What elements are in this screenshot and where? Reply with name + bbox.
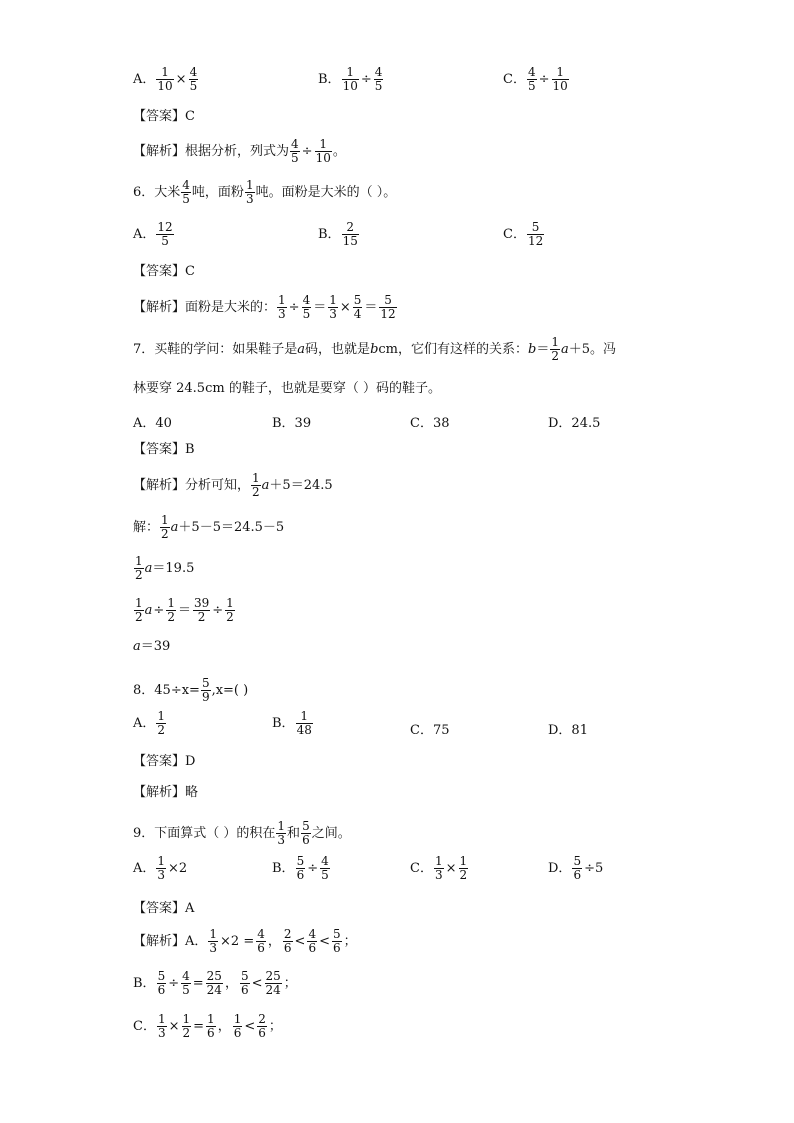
fraction [208, 928, 218, 955]
numerator: 1 [277, 819, 286, 833]
equals: ＝ [364, 299, 378, 315]
denominator: 24 [206, 983, 222, 997]
q7-stem-line-1 [133, 336, 616, 363]
fraction [166, 597, 176, 624]
option-label: A． [133, 72, 156, 87]
numerator: 1 [135, 596, 143, 610]
q9-stem [133, 820, 351, 847]
fraction [156, 710, 166, 737]
operator: ÷ [168, 975, 180, 991]
stem-text: ＋5。冯 [568, 342, 617, 357]
fraction [550, 336, 560, 363]
numerator: 5 [332, 927, 341, 941]
denominator: 5 [189, 79, 198, 93]
analysis-suffix: 。 [332, 144, 346, 159]
numerator: 1 [329, 293, 337, 307]
operator: ÷ [212, 602, 224, 618]
fraction [332, 928, 342, 955]
fraction [251, 472, 261, 499]
fraction [276, 820, 286, 847]
option-label: A． [133, 861, 156, 876]
q7-option-c: C．38 [410, 416, 450, 431]
denominator: 6 [302, 833, 310, 847]
q5-answer: 【答案】C [133, 109, 195, 124]
denominator: 48 [296, 723, 312, 737]
operator: × [175, 72, 187, 87]
option-label: B． [318, 72, 341, 87]
numerator: 5 [527, 221, 544, 235]
fraction [307, 928, 317, 955]
q9-analysis-b [133, 970, 298, 997]
stem-text: 吨。面粉是大米的（ ）。 [255, 185, 397, 200]
analysis-prefix: 【解析】根据分析，列式为 [133, 144, 290, 159]
numerator: 1 [161, 513, 169, 527]
q9-answer: 【答案】A [133, 901, 195, 916]
numerator: 2 [342, 221, 359, 235]
stem-text: 和 [287, 826, 301, 841]
stem-text: 6．大米 [133, 185, 181, 200]
denominator: 6 [296, 868, 305, 882]
option-label: B． [272, 716, 295, 731]
fraction [206, 1013, 216, 1040]
less-than: < [294, 933, 306, 949]
numerator: 1 [434, 854, 443, 868]
q8-stem [133, 677, 248, 704]
denominator: 2 [167, 610, 175, 624]
option-label: A． [133, 716, 156, 731]
stem-text: ,x=( ) [211, 683, 249, 698]
q6-answer: 【答案】C [133, 264, 195, 279]
numerator: 1 [226, 596, 234, 610]
denominator: 9 [201, 690, 210, 704]
denominator: 5 [374, 79, 383, 93]
q8-analysis: 【解析】略 [133, 785, 199, 800]
fraction [160, 514, 170, 541]
variable: a [261, 478, 270, 493]
analysis-prefix: 【解析】分析可知， [133, 478, 251, 493]
fraction [296, 855, 306, 882]
numerator: 1 [315, 138, 332, 152]
denominator: 2 [226, 610, 234, 624]
q5-option-c [503, 66, 570, 93]
numerator: 4 [257, 927, 265, 941]
fraction [233, 1013, 243, 1040]
fraction [225, 597, 235, 624]
numerator: 4 [182, 178, 190, 192]
variable: a [170, 520, 179, 535]
q9-option-b [272, 855, 331, 882]
denominator: 10 [342, 79, 358, 93]
separator: ， [217, 1018, 231, 1034]
denominator: 3 [434, 868, 443, 882]
equals: ＝ [536, 342, 550, 357]
denominator: 6 [283, 941, 292, 955]
denominator: 3 [329, 307, 337, 321]
operator: × [445, 861, 457, 876]
fraction [342, 66, 359, 93]
operator: × [339, 299, 351, 315]
fraction [256, 928, 266, 955]
numerator: 5 [240, 969, 249, 983]
denominator: 12 [380, 307, 396, 321]
analysis-prefix: B． [133, 976, 156, 991]
numerator: 25 [265, 969, 281, 983]
numerator: 5 [157, 969, 166, 983]
fraction [134, 597, 144, 624]
stem-text: 9．下面算式（ ）的积在 [133, 826, 276, 841]
numerator: 1 [157, 1012, 166, 1026]
option-label: C． [503, 72, 526, 87]
q5-option-a [133, 66, 199, 93]
denominator: 10 [552, 79, 568, 93]
q7-analysis [133, 472, 333, 499]
option-label: C． [410, 861, 433, 876]
numerator: 4 [374, 65, 383, 79]
numerator: 1 [233, 1012, 242, 1026]
variable: b [370, 342, 379, 357]
fraction [201, 677, 211, 704]
denominator: 24 [265, 983, 281, 997]
numerator: 4 [291, 137, 299, 151]
operator: ÷ [307, 861, 319, 876]
numerator: 1 [157, 854, 166, 868]
fraction [134, 555, 144, 582]
fraction [265, 970, 282, 997]
numerator: 12 [157, 220, 173, 234]
numerator: 1 [209, 927, 218, 941]
numerator: 1 [245, 178, 254, 192]
denominator: 2 [135, 568, 143, 582]
numerator: 1 [182, 1012, 191, 1026]
numerator: 1 [207, 1012, 215, 1026]
denominator: 2 [197, 610, 206, 624]
expression: ＋5－5＝24.5－5 [178, 520, 285, 535]
operator: ×2 = [220, 933, 255, 949]
fraction [315, 138, 332, 165]
operator: ÷ [538, 72, 550, 87]
variable: a [560, 342, 569, 357]
numerator: 1 [552, 66, 569, 80]
q9-option-d [548, 855, 604, 882]
fraction [181, 179, 191, 206]
numerator: 1 [135, 554, 143, 568]
numerator: 25 [206, 969, 222, 983]
separator: ； [283, 975, 297, 991]
denominator: 3 [278, 307, 286, 321]
q7-step-2 [133, 555, 194, 582]
variable: a [297, 342, 306, 357]
denominator: 3 [245, 192, 254, 206]
q8-option-a [133, 710, 167, 737]
fraction [459, 855, 469, 882]
q7-step-3 [133, 597, 236, 624]
denominator: 2 [252, 485, 260, 499]
fraction [434, 855, 444, 882]
fraction [156, 855, 166, 882]
q7-option-a: A．40 [133, 416, 172, 431]
expression: ＋5＝24.5 [269, 478, 333, 493]
separator: ， [224, 975, 238, 991]
variable: a [144, 603, 153, 618]
denominator: 5 [182, 983, 190, 997]
numerator: 2 [283, 927, 292, 941]
q7-step-1 [133, 514, 284, 541]
denominator: 12 [527, 234, 544, 248]
variable: b [528, 342, 537, 357]
less-than: < [251, 975, 263, 991]
fraction [257, 1013, 267, 1040]
analysis-prefix: 【解析】A． [133, 934, 208, 949]
numerator: 1 [342, 66, 359, 80]
operator: ÷ [153, 602, 165, 618]
numerator: 1 [459, 854, 468, 868]
denominator: 10 [157, 79, 173, 93]
equals: ＝ [177, 602, 191, 618]
q6-option-a [133, 221, 175, 248]
denominator: 5 [527, 79, 536, 93]
fraction [157, 1013, 167, 1040]
denominator: 5 [321, 868, 329, 882]
fraction [301, 820, 311, 847]
denominator: 6 [233, 1026, 242, 1040]
denominator: 3 [157, 868, 166, 882]
denominator: 6 [207, 1026, 215, 1040]
numerator: 39 [193, 596, 210, 610]
q8-option-c: C．75 [410, 723, 450, 738]
separator: ； [268, 1018, 282, 1034]
q7-option-d: D．24.5 [548, 416, 601, 431]
q7-answer: 【答案】B [133, 442, 195, 457]
equals: ＝ [313, 299, 327, 315]
denominator: 2 [551, 349, 559, 363]
fraction [206, 970, 223, 997]
denominator: 6 [157, 983, 166, 997]
q6-option-b [318, 221, 360, 248]
fraction [320, 855, 330, 882]
q5-option-b [318, 66, 384, 93]
stem-text: cm，它们有这样的关系： [378, 342, 528, 357]
operator: ÷ [288, 299, 300, 315]
q9-option-c [410, 855, 469, 882]
variable: a [144, 561, 153, 576]
operator: ÷ [301, 143, 313, 159]
numerator: 1 [551, 335, 559, 349]
fraction [156, 66, 173, 93]
fraction [374, 66, 384, 93]
q7-step-4 [133, 639, 170, 655]
step-prefix: 解： [133, 520, 160, 535]
q7-stem-line-2: 林要穿 24.5cm 的鞋子，也就是要穿（ ）码的鞋子。 [133, 381, 441, 396]
less-than: < [244, 1018, 256, 1034]
numerator: 4 [321, 854, 329, 868]
denominator: 15 [342, 234, 358, 248]
denominator: 2 [161, 527, 169, 541]
numerator: 4 [308, 927, 317, 941]
fraction [353, 294, 363, 321]
q9-analysis-c [133, 1013, 283, 1040]
numerator: 1 [157, 709, 166, 723]
numerator: 4 [527, 65, 536, 79]
numerator: 5 [296, 854, 305, 868]
equals: = [193, 1018, 205, 1034]
numerator: 1 [156, 66, 173, 80]
denominator: 3 [277, 833, 286, 847]
fraction [245, 179, 255, 206]
numerator: 1 [278, 293, 286, 307]
fraction [156, 221, 173, 248]
numerator: 2 [258, 1012, 266, 1026]
denominator: 2 [182, 1026, 191, 1040]
denominator: 6 [573, 868, 582, 882]
fraction [157, 970, 167, 997]
denominator: 5 [302, 307, 311, 321]
q6-stem [133, 179, 396, 206]
option-label: C． [503, 227, 526, 242]
numerator: 5 [201, 676, 210, 690]
denominator: 3 [209, 941, 218, 955]
fraction [552, 66, 569, 93]
fraction [193, 597, 210, 624]
denominator: 5 [161, 234, 169, 248]
separator: ， [267, 933, 281, 949]
operator: × [168, 1018, 180, 1034]
numerator: 5 [353, 293, 362, 307]
expression: ＝19.5 [152, 561, 195, 576]
numerator: 1 [167, 596, 175, 610]
denominator: 2 [157, 723, 166, 737]
option-label: B． [272, 861, 295, 876]
numerator: 4 [182, 969, 190, 983]
fraction [290, 138, 300, 165]
fraction [302, 294, 312, 321]
expression: ×2 [168, 861, 188, 876]
q6-analysis [133, 294, 398, 321]
numerator: 1 [252, 471, 260, 485]
q7-option-b: B．39 [272, 416, 312, 431]
q9-option-a [133, 855, 188, 882]
denominator: 10 [315, 151, 331, 165]
fraction [328, 294, 338, 321]
q8-option-b [272, 710, 314, 737]
denominator: 6 [240, 983, 249, 997]
denominator: 6 [258, 1026, 266, 1040]
q6-option-c [503, 221, 545, 248]
numerator: 1 [296, 710, 313, 724]
numerator: 4 [302, 293, 311, 307]
numerator: 4 [189, 65, 198, 79]
fraction [296, 710, 313, 737]
variable: a [133, 639, 141, 654]
separator: ； [343, 933, 357, 949]
denominator: 3 [157, 1026, 166, 1040]
stem-text: 之间。 [311, 826, 351, 841]
denominator: 6 [257, 941, 265, 955]
fraction [240, 970, 250, 997]
denominator: 4 [353, 307, 362, 321]
equals: = [192, 975, 204, 991]
expression: ÷5 [584, 861, 604, 876]
stem-text: 吨，面粉 [191, 185, 244, 200]
fraction [277, 294, 287, 321]
fraction [342, 221, 359, 248]
denominator: 2 [459, 868, 468, 882]
numerator: 5 [573, 854, 582, 868]
fraction [527, 66, 537, 93]
analysis-prefix: 【解析】面粉是大米的： [133, 300, 277, 315]
analysis-prefix: C． [133, 1019, 156, 1034]
denominator: 6 [332, 941, 341, 955]
denominator: 6 [308, 941, 317, 955]
expression: ＝39 [140, 639, 171, 654]
option-label: A． [133, 227, 156, 242]
numerator: 5 [302, 819, 310, 833]
fraction [572, 855, 582, 882]
fraction [181, 970, 191, 997]
q8-answer: 【答案】D [133, 754, 196, 769]
option-label: D． [548, 861, 572, 876]
stem-text: 7．买鞋的学问：如果鞋子是 [133, 342, 298, 357]
q8-option-d: D．81 [548, 723, 588, 738]
stem-text: 码，也就是 [305, 342, 371, 357]
q5-analysis [133, 138, 346, 165]
fraction [182, 1013, 192, 1040]
numerator: 5 [379, 294, 396, 308]
option-label: B． [318, 227, 341, 242]
stem-text: 8．45÷x= [133, 683, 200, 698]
fraction [527, 221, 544, 248]
denominator: 5 [182, 192, 190, 206]
q9-analysis-a [133, 928, 358, 955]
denominator: 2 [135, 610, 143, 624]
operator: ÷ [360, 72, 372, 87]
less-than: < [319, 933, 330, 949]
denominator: 5 [291, 151, 299, 165]
fraction [189, 66, 199, 93]
fraction [283, 928, 293, 955]
fraction [379, 294, 396, 321]
